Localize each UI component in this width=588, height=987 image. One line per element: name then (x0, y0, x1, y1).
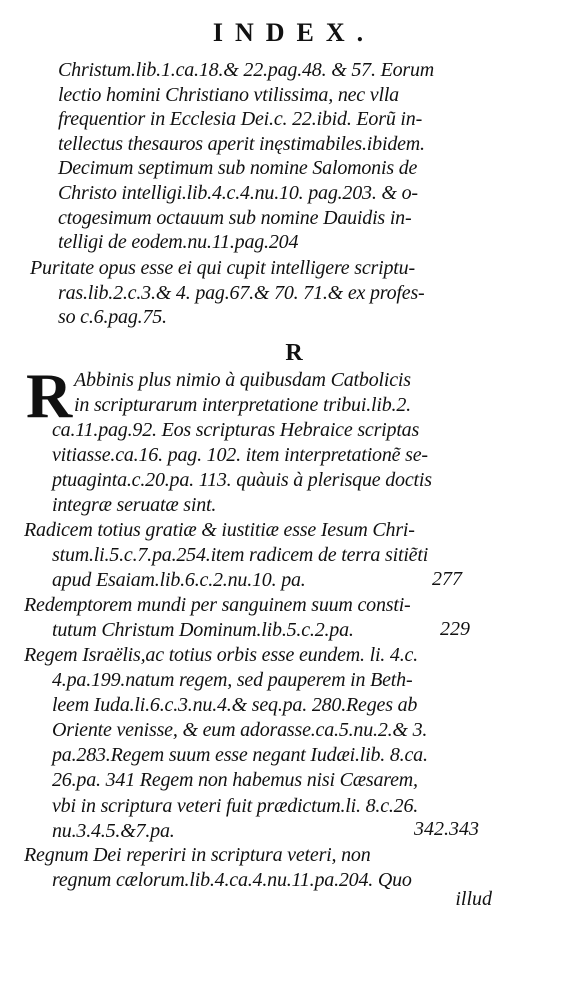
text-line: so c.6.pag.75. (58, 306, 167, 329)
text-line: Christum.lib.1.ca.18.& 22.pag.48. & 57. Eorum (58, 59, 435, 81)
text-line: ptuaginta.c.20.pa. 113. quàuis à plerisque doctis (52, 469, 432, 492)
text-line: 26.pa. 341 Regem non habemus nisi Cæsarem, (52, 769, 418, 792)
text-line: ca.11.pag.92. Eos scripturas Hebraice scriptas (52, 419, 420, 442)
entry-regnum (24, 843, 484, 893)
page-header: INDEX. (212, 18, 376, 47)
text-line: 4.pa.199.natum regem, sed pauperem in Beth- (52, 669, 413, 692)
page-reference: 342.343 (414, 818, 479, 840)
page-reference: 277 (432, 568, 462, 590)
drop-cap: R (26, 360, 73, 431)
text-line: Puritate opus esse ei qui cupit intelligere scriptu- (30, 257, 415, 279)
text-line: vbi in scriptura veteri fuit prædictum.li. 8.c.26. (52, 794, 419, 817)
text-line: Regem Israëlis,ac totius orbis esse eundem. li. 4.c. (24, 644, 418, 666)
text-line: Radicem totius gratiæ & iustitiæ esse Iesum Chri- (24, 519, 415, 541)
entry-regem (24, 643, 484, 844)
entry-puritate (30, 256, 490, 330)
text-line: in scripturarum interpretatione tribui.lib.2. (74, 394, 411, 417)
text-line: Oriente venisse, & eum adorasse.ca.5.nu.2.& 3. (52, 719, 428, 742)
text-line: apud Esaiam.lib.6.c.2.nu.10. pa. (52, 569, 306, 592)
page-reference: 229 (440, 618, 470, 640)
text-line: leem Iuda.li.6.c.3.nu.4.& seq.pa. 280.Reges ab (52, 694, 418, 717)
text-line: tutum Christum Dominum.lib.5.c.2.pa. (52, 619, 354, 642)
text-line: Christo intelligi.lib.4.c.4.nu.10. pag.203. & o- (58, 181, 418, 204)
text-line: Regnum Dei reperiri in scriptura veteri, non (24, 844, 371, 866)
section-letter: R (285, 340, 303, 366)
text-line: Decimum septimum sub nomine Salomonis de (58, 157, 418, 180)
text-line: tellectus thesauros aperit inęstimabiles.ibidem. (58, 132, 425, 155)
text-line: regnum cælorum.lib.4.ca.4.nu.11.pa.204. Quo (52, 869, 412, 892)
text-line: pa.283.Regem suum esse negant Iudæi.lib. 8.ca. (52, 744, 428, 767)
text-line: Redemptorem mundi per sanguinem suum consti- (24, 594, 411, 616)
entry-radicem (24, 518, 484, 593)
text-line: lectio homini Christiano vtilissima, nec vlla (58, 83, 399, 106)
text-line: ras.lib.2.c.3.& 4. pag.67.& 70. 71.& ex profes- (58, 281, 425, 304)
text-line: telligi de eodem.nu.11.pag.204 (58, 231, 299, 254)
text-line: ctogesimum octauum sub nomine Dauidis in- (58, 206, 412, 229)
text-line: vitiasse.ca.16. pag. 102. item interpretationẽ se- (52, 444, 428, 467)
text-line: nu.3.4.5.&7.pa. (52, 819, 175, 842)
entry-rabbinis (24, 368, 484, 519)
text-line: Abbinis plus nimio à quibusdam Catbolicis (74, 369, 411, 391)
entry-redemptorem (24, 593, 484, 643)
text-line: integræ seruatæ sint. (52, 494, 217, 517)
text-line: stum.li.5.c.7.pa.254.item radicem de terra sitiẽti (52, 544, 429, 567)
catchword: illud (455, 888, 492, 910)
text-line: frequentior in Ecclesia Dei.c. 22.ibid. Eorũ in- (58, 108, 423, 131)
entry-continuation (58, 58, 486, 255)
